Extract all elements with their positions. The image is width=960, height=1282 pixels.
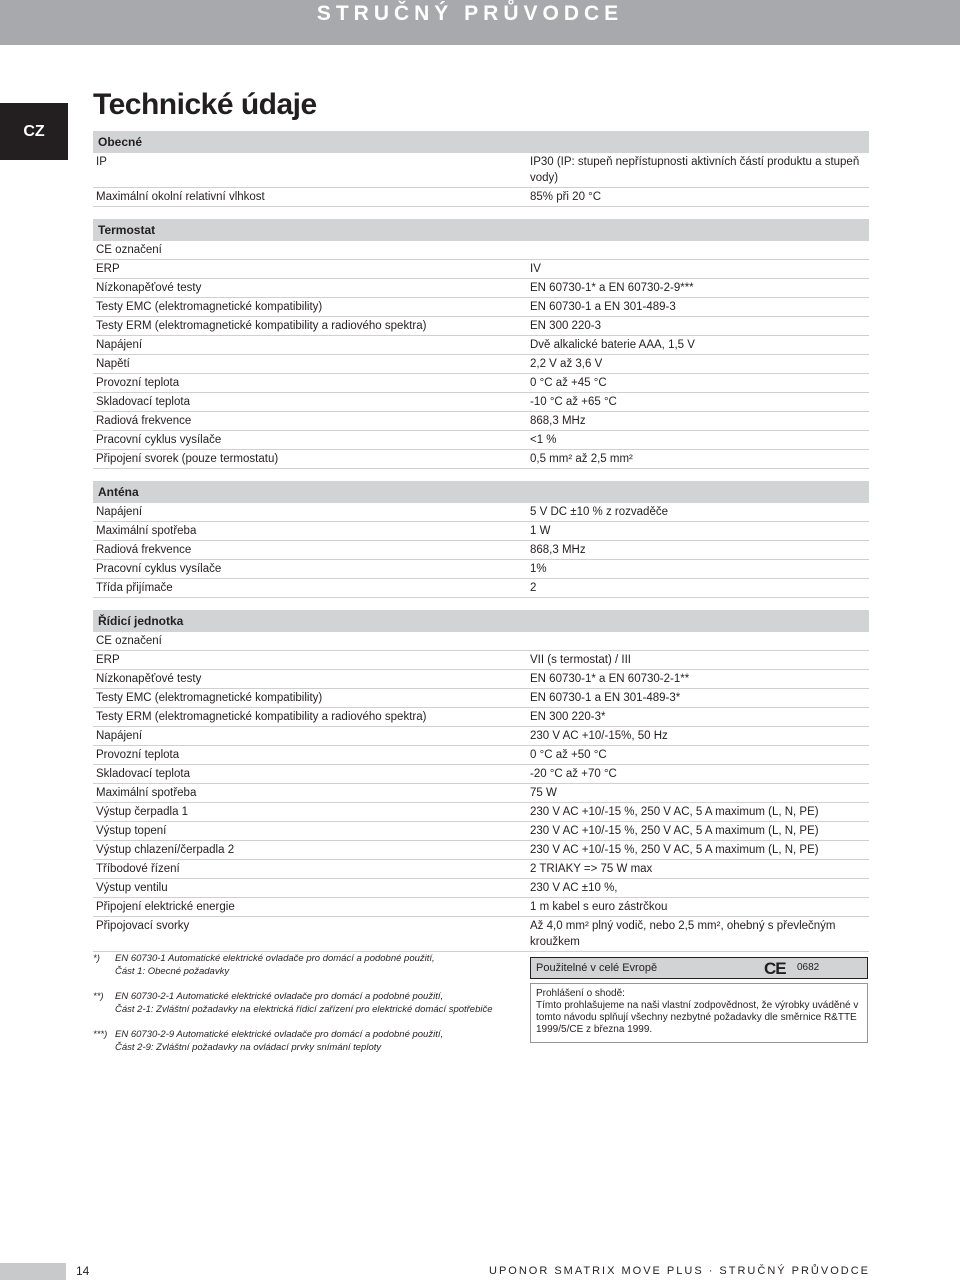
section-header: Obecné: [93, 131, 869, 153]
spec-label: Připojovací svorky: [96, 920, 190, 932]
spec-row: [93, 879, 869, 898]
spec-label: Testy EMC (elektromagnetické kompatibility): [96, 692, 323, 704]
spec-value: 230 V AC +10/-15%, 50 Hz: [530, 730, 668, 742]
spec-value: 0,5 mm² až 2,5 mm²: [530, 453, 633, 465]
spec-value: <1 %: [530, 434, 557, 446]
spec-row: [93, 651, 869, 670]
spec-row: [93, 241, 869, 260]
footnote: [93, 990, 513, 1016]
spec-value: 75 W: [530, 787, 557, 799]
spec-row: [93, 632, 869, 651]
page-number: 14: [76, 1264, 90, 1278]
spec-row: [93, 188, 869, 207]
spec-label: Napětí: [96, 358, 130, 370]
spec-value: 868,3 MHz: [530, 415, 586, 427]
spec-value: 0 °C až +50 °C: [530, 749, 607, 761]
spec-section: [93, 219, 869, 469]
spec-row: [93, 708, 869, 727]
spec-value: 868,3 MHz: [530, 544, 586, 556]
footnote-mark: *): [93, 953, 100, 964]
spec-label: Provozní teplota: [96, 749, 180, 761]
spec-section: [93, 131, 869, 207]
declaration-text: Tímto prohlašujeme na naši vlastní zodpovědnost, že výrobky uváděné v tomto návodu splňují všechny nezbytné požadavky dle směrnice R&TTE 1999/5/CE z března 1999.: [536, 1000, 859, 1035]
spec-row: [93, 784, 869, 803]
spec-label: Nízkonapěťové testy: [96, 282, 202, 294]
spec-row: [93, 689, 869, 708]
spec-value: Až 4,0 mm² plný vodič, nebo 2,5 mm², ohebný s převlečným kroužkem: [530, 920, 836, 948]
spec-value: -10 °C až +65 °C: [530, 396, 617, 408]
footnote-line: EN 60730-1 Automatické elektrické ovladače pro domácí a podobné použití,: [115, 953, 435, 964]
footnote-mark: **): [93, 991, 104, 1002]
ce-number: 0682: [797, 962, 820, 973]
spec-row: [93, 898, 869, 917]
spec-label: Výstup čerpadla 1: [96, 806, 189, 818]
footnote-mark: ***): [93, 1029, 108, 1040]
language-tab: CZ: [0, 103, 68, 160]
spec-label: CE označení: [96, 244, 162, 256]
spec-label: Tříbodové řízení: [96, 863, 180, 875]
section-header: Termostat: [93, 219, 869, 241]
spec-label: Výstup ventilu: [96, 882, 168, 894]
spec-value: 1 W: [530, 525, 551, 537]
spec-value: Dvě alkalické baterie AAA, 1,5 V: [530, 339, 695, 351]
spec-label: Provozní teplota: [96, 377, 180, 389]
spec-label: Maximální okolní relativní vlhkost: [96, 191, 265, 203]
spec-value: IP30 (IP: stupeň nepřístupnosti aktivních částí produktu a stupeň vody): [530, 156, 860, 184]
spec-row: [93, 670, 869, 689]
spec-label: Napájení: [96, 730, 143, 742]
spec-value: 2 TRIAKY => 75 W max: [530, 863, 653, 875]
spec-value: 230 V AC +10/-15 %, 250 V AC, 5 A maximum (L, N, PE): [530, 844, 819, 856]
spec-value: 230 V AC +10/-15 %, 250 V AC, 5 A maximum (L, N, PE): [530, 806, 819, 818]
spec-value: 2,2 V až 3,6 V: [530, 358, 603, 370]
spec-row: [93, 279, 869, 298]
footnote: [93, 1028, 513, 1054]
ce-mark-icon: CE: [764, 959, 786, 978]
footnote-text: [115, 1028, 513, 1054]
spec-label: Výstup chlazení/čerpadla 2: [96, 844, 235, 856]
spec-row: [93, 393, 869, 412]
spec-value: 5 V DC ±10 % z rozvaděče: [530, 506, 668, 518]
spec-label: Připojení elektrické energie: [96, 901, 235, 913]
page-title: Technické údaje: [93, 88, 317, 121]
top-banner: [0, 0, 960, 45]
spec-label: Napájení: [96, 506, 143, 518]
spec-label: Testy EMC (elektromagnetické kompatibility): [96, 301, 323, 313]
spec-row: [93, 260, 869, 279]
footnote-line: EN 60730-2-9 Automatické elektrické ovladače pro domácí a podobné použití,: [115, 1029, 444, 1040]
spec-value: EN 60730-1* a EN 60730-2-1**: [530, 673, 690, 685]
spec-row: [93, 746, 869, 765]
spec-row: [93, 374, 869, 393]
spec-label: Maximální spotřeba: [96, 525, 197, 537]
spec-value: EN 300 220-3*: [530, 711, 606, 723]
spec-row: [93, 822, 869, 841]
spec-row: [93, 336, 869, 355]
spec-label: ERP: [96, 654, 120, 666]
spec-value: -20 °C až +70 °C: [530, 768, 617, 780]
spec-label: CE označení: [96, 635, 162, 647]
spec-row: [93, 503, 869, 522]
spec-label: ERP: [96, 263, 120, 275]
footer-bar: [0, 1263, 66, 1280]
spec-label: Skladovací teplota: [96, 396, 190, 408]
spec-value: 1 m kabel s euro zástrčkou: [530, 901, 668, 913]
spec-label: Výstup topení: [96, 825, 167, 837]
declaration-box: [530, 983, 868, 1043]
spec-value: VII (s termostat) / III: [530, 654, 631, 666]
footnote-line: Část 1: Obecné požadavky: [115, 966, 230, 977]
spec-value: IV: [530, 263, 541, 275]
footnotes: [93, 952, 513, 1066]
footnote-line: Část 2-9: Zvláštní požadavky na ovládací prvky snímání teploty: [115, 1042, 382, 1053]
section-header: Anténa: [93, 481, 869, 503]
spec-row: [93, 803, 869, 822]
spec-label: Radiová frekvence: [96, 415, 192, 427]
running-footer: UPONOR SMATRIX MOVE PLUS · STRUČNÝ PRŮVODCE: [489, 1265, 870, 1277]
section-header: Řídicí jednotka: [93, 610, 869, 632]
spec-table: [93, 131, 869, 964]
spec-value: 2: [530, 582, 537, 594]
spec-value: 230 V AC +10/-15 %, 250 V AC, 5 A maximum (L, N, PE): [530, 825, 819, 837]
spec-value: [530, 632, 869, 650]
spec-row: [93, 355, 869, 374]
banner-title: STRUČNÝ PRŮVODCE: [316, 2, 624, 25]
footnote-line: Část 2-1: Zvláštní požadavky na elektrická řídicí zařízení pro elektrické domácí spotřebiče: [115, 1004, 493, 1015]
spec-value: EN 60730-1 a EN 301-489-3*: [530, 692, 681, 704]
eu-applicability-text: Použitelné v celé Evropě: [536, 962, 658, 974]
spec-label: Testy ERM (elektromagnetické kompatibility a radiového spektra): [96, 711, 427, 723]
spec-row: [93, 412, 869, 431]
spec-row: [93, 298, 869, 317]
spec-value: EN 300 220-3: [530, 320, 601, 332]
spec-row: [93, 431, 869, 450]
spec-label: Nízkonapěťové testy: [96, 673, 202, 685]
spec-label: Pracovní cyklus vysílače: [96, 563, 222, 575]
spec-value: 230 V AC ±10 %,: [530, 882, 618, 894]
spec-row: [93, 450, 869, 469]
spec-row: [93, 522, 869, 541]
spec-label: Radiová frekvence: [96, 544, 192, 556]
spec-label: Připojení svorek (pouze termostatu): [96, 453, 279, 465]
spec-value: EN 60730-1* a EN 60730-2-9***: [530, 282, 694, 294]
spec-value: 85% při 20 °C: [530, 191, 602, 203]
spec-label: Maximální spotřeba: [96, 787, 197, 799]
spec-row: [93, 153, 869, 188]
spec-value: 0 °C až +45 °C: [530, 377, 607, 389]
spec-row: [93, 841, 869, 860]
spec-row: [93, 727, 869, 746]
footnote-line: EN 60730-2-1 Automatické elektrické ovladače pro domácí a podobné použití,: [115, 991, 444, 1002]
spec-row: [93, 860, 869, 879]
spec-label: Testy ERM (elektromagnetické kompatibility a radiového spektra): [96, 320, 427, 332]
spec-value: EN 60730-1 a EN 301-489-3: [530, 301, 676, 313]
eu-applicability-box: [530, 957, 868, 979]
spec-row: [93, 579, 869, 598]
spec-value: 1%: [530, 563, 547, 575]
spec-label: Pracovní cyklus vysílače: [96, 434, 222, 446]
spec-row: [93, 560, 869, 579]
footnote-text: [115, 990, 513, 1016]
spec-row: [93, 317, 869, 336]
declaration-title: Prohlášení o shodě:: [536, 988, 625, 999]
spec-value: [530, 241, 869, 259]
spec-section: [93, 610, 869, 952]
spec-row: [93, 765, 869, 784]
spec-label: IP: [96, 156, 107, 168]
spec-label: Skladovací teplota: [96, 768, 190, 780]
spec-row: [93, 917, 869, 952]
spec-label: Napájení: [96, 339, 143, 351]
spec-section: [93, 481, 869, 598]
spec-row: [93, 541, 869, 560]
spec-label: Třída přijímače: [96, 582, 173, 594]
footnote-text: [115, 952, 513, 978]
footnote: [93, 952, 513, 978]
